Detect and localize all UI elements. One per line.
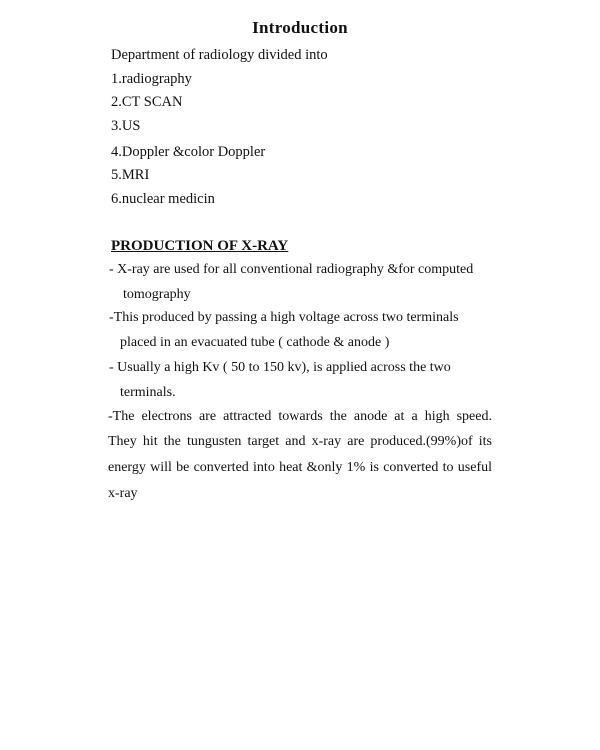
department-item: 1.radiography xyxy=(111,71,192,87)
department-item: 3.US xyxy=(111,118,141,134)
paragraph-justified-line: They hit the tungusten target and x-ray are produced.(99%)of its xyxy=(108,434,492,449)
department-item: 6.nuclear medicin xyxy=(111,191,215,207)
department-item: 4.Doppler &color Doppler xyxy=(111,144,266,160)
department-item: 2.CT SCAN xyxy=(111,94,183,110)
paragraph-last-line: x-ray xyxy=(108,486,138,501)
paragraph-justified-line: -The electrons are attracted towards the anode at a high speed. xyxy=(108,409,492,424)
page-title: Introduction xyxy=(252,18,348,37)
section-heading: PRODUCTION OF X-RAY xyxy=(111,238,289,254)
paragraph-line: - X-ray are used for all conventional radiography &for computed xyxy=(109,262,474,277)
paragraph-continuation: placed in an evacuated tube ( cathode & anode ) xyxy=(120,335,390,350)
paragraph-continuation: tomography xyxy=(123,287,191,302)
intro-line: Department of radiology divided into xyxy=(111,47,328,63)
paragraph-line: - Usually a high Kv ( 50 to 150 kv), is applied across the two xyxy=(109,360,451,375)
paragraph-line: -This produced by passing a high voltage across two terminals xyxy=(109,310,459,325)
department-item: 5.MRI xyxy=(111,167,150,183)
paragraph-continuation: terminals. xyxy=(120,385,176,400)
paragraph-justified-line: energy will be converted into heat &only 1% is converted to useful xyxy=(108,460,492,475)
